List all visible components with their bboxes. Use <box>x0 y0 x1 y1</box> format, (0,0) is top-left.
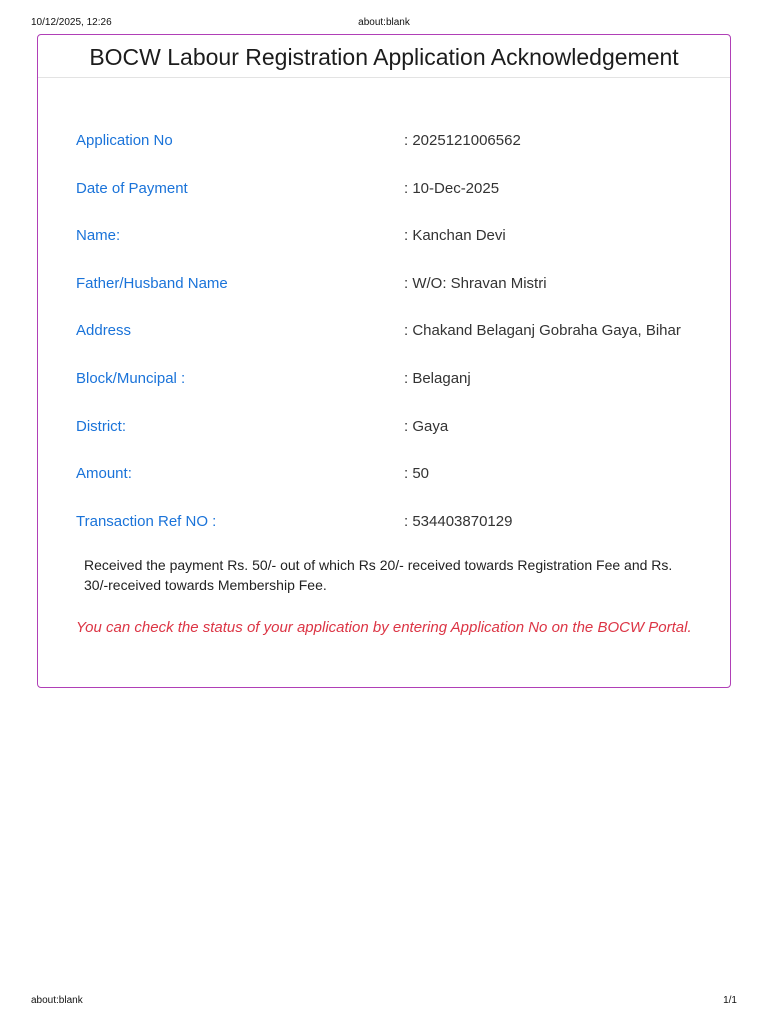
print-url-footer: about:blank <box>31 995 83 1006</box>
detail-label: Name: <box>76 227 121 245</box>
detail-row-father-husband-name <box>38 262 730 310</box>
status-check-note: You can check the status of your application by entering Application No on the BOCW Portal. <box>76 619 692 636</box>
detail-label: Application No <box>76 132 173 149</box>
detail-label: Transaction Ref NO : <box>76 512 217 530</box>
detail-value: : Belaganj <box>404 369 471 387</box>
detail-value: : W/O: Shravan Mistri <box>404 274 547 292</box>
detail-row-date-of-payment <box>38 167 730 215</box>
detail-row-name <box>38 214 730 262</box>
detail-value: : Chakand Belaganj Gobraha Gaya, Bihar <box>404 322 681 340</box>
detail-value: : Kanchan Devi <box>404 227 506 245</box>
print-url-header: about:blank <box>358 17 410 28</box>
detail-row-district <box>38 405 730 453</box>
detail-row-transaction-ref <box>38 500 730 548</box>
detail-row-amount <box>38 452 730 500</box>
detail-label: Address <box>76 322 132 340</box>
page-number: 1/1 <box>723 995 737 1006</box>
detail-row-block-municipal <box>38 357 730 405</box>
print-datetime: 10/12/2025, 12:26 <box>31 17 112 28</box>
detail-value: : Gaya <box>404 417 449 435</box>
detail-label: District: <box>76 417 126 435</box>
detail-label: Father/Husband Name <box>76 274 228 292</box>
details-list <box>38 119 730 547</box>
acknowledgement-card <box>37 34 731 688</box>
detail-value: : 50 <box>404 465 430 483</box>
payment-note: Received the payment Rs. 50/- out of which Rs 20/- received towards Registration Fee and Rs. 30/-received towards Membership Fee. <box>84 557 673 593</box>
detail-label: Amount: <box>76 465 132 483</box>
detail-value: : 10-Dec-2025 <box>404 179 500 197</box>
document-title: BOCW Labour Registration Application Acknowledgement <box>38 35 730 78</box>
detail-row-application-no <box>38 119 730 167</box>
detail-value: : 2025121006562 <box>404 132 521 149</box>
detail-row-address <box>38 309 730 357</box>
detail-value: : 534403870129 <box>404 512 513 530</box>
detail-label: Date of Payment <box>76 179 188 197</box>
detail-label: Block/Muncipal : <box>76 369 186 387</box>
